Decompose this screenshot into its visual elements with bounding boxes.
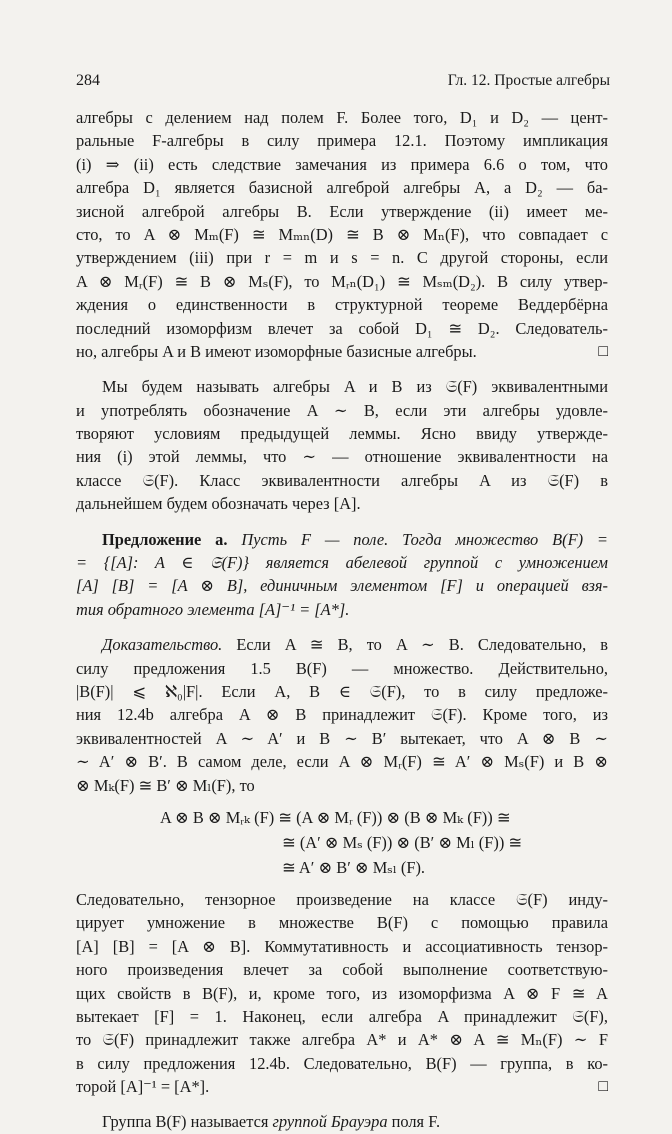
text-line (76, 1110, 608, 1133)
text-line: [A] [B] = [A ⊗ B], единичным элементом [F] и операцией взя- (76, 576, 608, 596)
text-line: и употреблять обозначение A ∼ B, если эти алгебры удовле- (76, 400, 608, 420)
proof-block (76, 633, 608, 1098)
page-number: 284 (76, 72, 100, 89)
formula-gap (76, 797, 608, 805)
text-line: утверждением (iii) при r = m и s = n. С другой стороны, если (76, 248, 608, 268)
text-line-content: Пусть F — поле. Тогда множество B(F) = (241, 529, 608, 549)
text-line (76, 528, 608, 551)
text-line: щих свойств в B(F), и, кроме того, из изоморфизма A ⊗ F ≅ A (76, 983, 608, 1003)
text-line: (i) ⇒ (ii) есть следствие замечания из примера 6.6 о том, что (76, 154, 608, 174)
text-line: |B(F)| ⩽ ℵ₀|F|. Если A, B ∈ 𝔖(F), то в силу предложе- (76, 681, 608, 701)
text-line: в силу предложения 12.4b. Следовательно, B(F) — группа, в ко- (76, 1053, 608, 1073)
display-formula (76, 805, 608, 880)
formula-gap (76, 880, 608, 888)
paragraph-gap (76, 516, 608, 528)
text-line: вытекает [F] = 1. Наконец, если алгебра A принадлежит 𝔖(F), (76, 1006, 608, 1026)
text-line: сто, то A ⊗ Mₘ(F) ≅ Mₘₙ(D) ≅ B ⊗ Mₙ(F), что совпадает с (76, 224, 608, 244)
paragraph-gap (76, 621, 608, 633)
text-line: ждения о единственности в структурной теореме Веддербёрна (76, 295, 608, 315)
closing-text-after: поля F. (387, 1112, 441, 1132)
paragraph-gap (76, 363, 608, 375)
text-line: классе 𝔖(F). Класс эквивалентности алгебры A из 𝔖(F) в (76, 470, 608, 490)
paragraph-gap (76, 1098, 608, 1110)
paragraph-equivalence (76, 375, 608, 515)
text-line: эквивалентностей A ∼ A′ и B ∼ B′ вытекает, что A ⊗ B ∼ (76, 728, 608, 748)
text-line: зисной алгеброй алгебры B. Если утверждение (ii) имеет ме- (76, 201, 608, 221)
text-line: тия обратного элемента [A]⁻¹ = [A*]. (76, 599, 350, 619)
text-line: дальнейшем будем обозначать через [A]. (76, 494, 361, 514)
text-line (76, 1075, 608, 1098)
text-line: ния 12.4b алгебра A ⊗ B принадлежит 𝔖(F). Кроме того, из (76, 705, 608, 725)
closing-paragraph (76, 1110, 608, 1133)
text-line: ния (i) этой леммы, что ∼ — отношение эквивалентности на (76, 447, 608, 467)
text-line-content: торой [A]⁻¹ = [A*]. (76, 1077, 210, 1097)
text-line (76, 340, 608, 363)
text-line: = {[A]: A ∈ 𝔖(F)} является абелевой группой с умножением (76, 553, 608, 573)
proposition-label: Предложение a. (102, 529, 228, 549)
text-line: A ⊗ Mᵣ(F) ≅ B ⊗ Mₛ(F), то Mᵣₙ(D₁) ≅ Mₛₘ(D₂). В силу утвер- (76, 271, 608, 291)
closing-text-before: Группа B(F) называется (102, 1112, 273, 1132)
text-line (76, 633, 608, 656)
qed-symbol: □ (598, 342, 608, 360)
text-line: алгебры с делением над полем F. Более того, D₁ и D₂ — цент- (76, 108, 608, 127)
text-line: ∼ A′ ⊗ B′. В самом деле, если A ⊗ Mᵣ(F) ≅ A′ ⊗ Mₛ(F) и B ⊗ (76, 752, 608, 772)
formula-line: A ⊗ B ⊗ Mᵣₖ (F) ≅ (A ⊗ Mᵣ (F)) ⊗ (B ⊗ Mₖ (F)) ≅ (160, 807, 511, 827)
text-line: ральные F-алгебры в силу примера 12.1. Поэтому импликация (76, 131, 608, 151)
paragraph-continuation (76, 106, 608, 363)
formula-line: ≅ (A′ ⊗ Mₛ (F)) ⊗ (B′ ⊗ Mₗ (F)) ≅ (282, 832, 523, 852)
text-line: творяют условиям предыдущей леммы. Ясно ввиду утвержде- (76, 424, 608, 444)
formula-line: ≅ A′ ⊗ B′ ⊗ Mₛₗ (F). (282, 857, 426, 877)
text-line: алгебра D₁ является базисной алгеброй алгебры A, а D₂ — ба- (76, 178, 608, 198)
proof-label: Доказательство. (102, 635, 223, 655)
page-body (76, 106, 608, 1134)
text-line: Мы будем называть алгебры A и B из 𝔖(F) эквивалентными (102, 377, 608, 397)
proposition-block (76, 528, 608, 622)
text-line: Следовательно, тензорное произведение на классе 𝔖(F) инду- (76, 889, 608, 909)
brauer-group-term: группой Брауэра (272, 1112, 388, 1132)
running-title: Гл. 12. Простые алгебры (447, 72, 610, 89)
text-line: цирует умножение в множестве B(F) с помощью правила (76, 913, 608, 933)
text-line: силу предложения 1.5 B(F) — множество. Действительно, (76, 658, 608, 678)
text-line: [A] [B] = [A ⊗ B]. Коммутативность и ассоциативность тензор- (76, 936, 608, 956)
text-line-content: Если A ≅ B, то A ∼ B. Следовательно, в (236, 635, 608, 655)
text-line: последний изоморфизм влечет за собой D₁ ≅ D₂. Следователь- (76, 318, 608, 338)
text-line: то 𝔖(F) принадлежит также алгебра A* и A* ⊗ A ≅ Mₙ(F) ∼ F (76, 1030, 608, 1050)
qed-symbol: □ (598, 1078, 608, 1096)
text-line: ⊗ Mₖ(F) ≅ B′ ⊗ Mₗ(F), то (76, 775, 255, 795)
text-line-content: но, алгебры A и B имеют изоморфные базисные алгебры. (76, 341, 477, 361)
page-header (76, 72, 610, 94)
text-line: ного произведения влечет за собой выполнение соответствую- (76, 960, 608, 980)
